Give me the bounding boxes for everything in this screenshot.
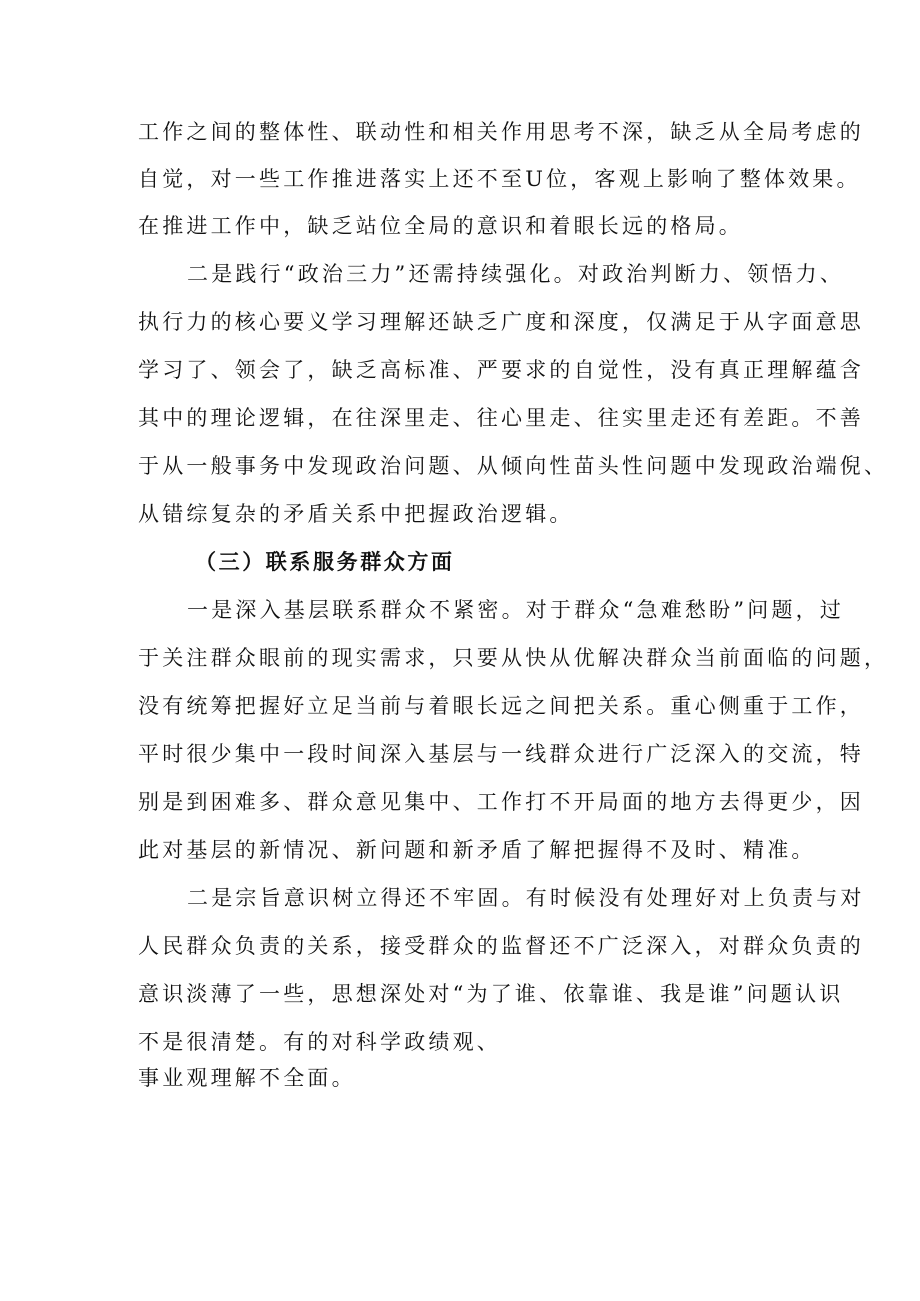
paragraph-line: 工作之间的整体性、联动性和相关作用思考不深，缺乏从全局考虑的 — [138, 120, 864, 144]
paragraph-line: 执行力的核心要义学习理解还缺乏广度和深度，仅满足于从字面意思 — [138, 310, 864, 334]
paragraph-line: 平时很少集中一段时间深入基层与一线群众进行广泛深入的交流，特 — [138, 742, 864, 766]
paragraph-line: 从错综复杂的矛盾关系中把握政治逻辑。 — [138, 502, 574, 526]
paragraph-line: 别是到困难多、群众意见集中、工作打不开局面的地方去得更少，因 — [138, 790, 864, 814]
paragraph-line: 不是很清楚。有的对科学政绩观、 — [138, 1030, 501, 1054]
section-heading: （三）联系服务群众方面 — [195, 549, 455, 574]
paragraph-line: 学习了、领会了，缺乏高标准、严要求的自觉性，没有真正理解蕴含 — [138, 358, 864, 382]
paragraph-line: 其中的理论逻辑，在往深里走、往心里走、往实里走还有差距。不善 — [138, 406, 864, 430]
paragraph-line: 自觉，对一些工作推进落实上还不至U位，客观上影响了整体效果。 — [138, 167, 861, 191]
paragraph-line: 于从一般事务中发现政治问题、从倾向性苗头性问题中发现政治端倪、 — [138, 454, 889, 478]
paragraph-line: 二是宗旨意识树立得还不牢固。有时候没有处理好对上负责与对 — [187, 886, 865, 910]
paragraph-line: 一是深入基层联系群众不紧密。对于群众“急难愁盼”问题，过 — [187, 598, 845, 622]
paragraph-line: 意识淡薄了一些，思想深处对“为了谁、依靠谁、我是谁”问题认识 — [138, 982, 844, 1006]
paragraph-line: 事业观理解不全面。 — [138, 1066, 356, 1090]
paragraph-line: 此对基层的新情况、新问题和新矛盾了解把握得不及时、精准。 — [138, 838, 816, 862]
paragraph-line: 没有统筹把握好立足当前与着眼长远之间把关系。重心侧重于工作， — [138, 694, 864, 718]
paragraph-line: 在推进工作中，缺乏站位全局的意识和着眼长远的格局。 — [138, 214, 743, 238]
paragraph-line: 二是践行“政治三力”还需持续强化。对政治判断力、领悟力、 — [187, 262, 845, 286]
paragraph-line: 人民群众负责的关系，接受群众的监督还不广泛深入，对群众负责的 — [138, 934, 864, 958]
paragraph-line: 于关注群众眼前的现实需求，只要从快从优解决群众当前面临的问题， — [138, 646, 889, 670]
